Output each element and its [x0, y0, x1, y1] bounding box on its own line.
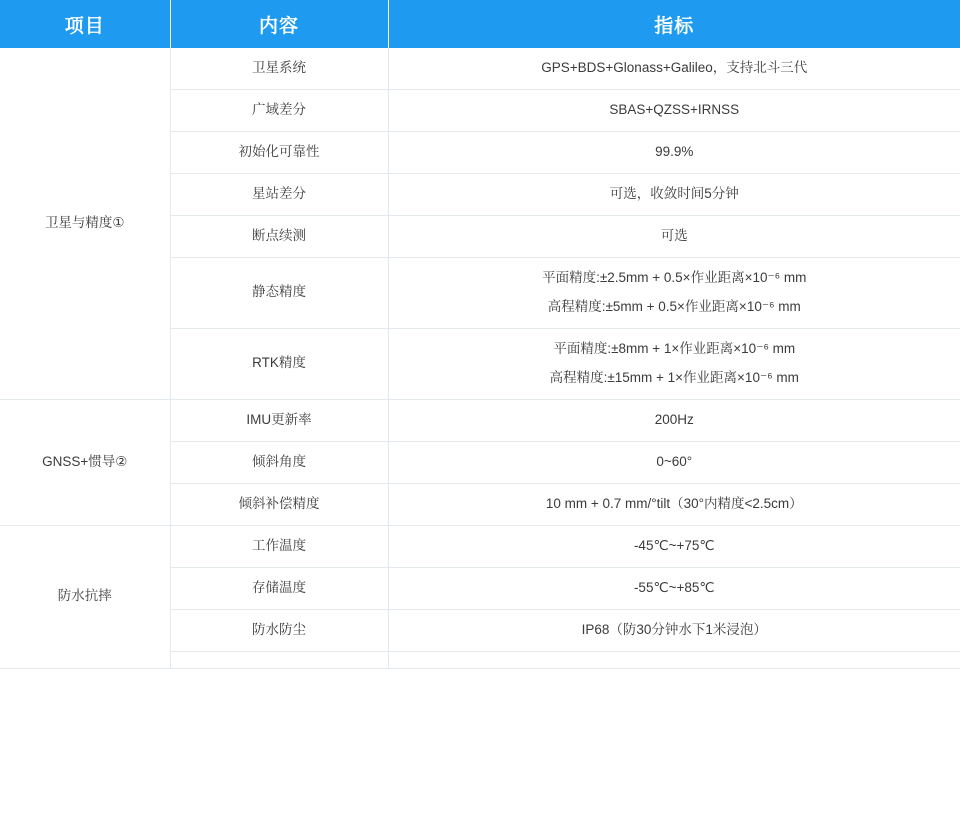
value-cell — [388, 328, 960, 399]
table-row — [0, 399, 960, 441]
value-line: 0~60° — [656, 453, 693, 469]
value-line: 高程精度:±15mm + 1×作业距离×10⁻⁶ mm — [549, 369, 799, 385]
item-cell: 卫星系统 — [170, 48, 388, 89]
value-cell — [388, 48, 960, 89]
value-line: 10 mm + 0.7 mm/°tilt（30°内精度<2.5cm） — [545, 495, 803, 511]
item-cell: IMU更新率 — [170, 399, 388, 441]
value-line: 99.9% — [655, 143, 694, 159]
column-header-value: 指标 — [388, 0, 960, 48]
table-body — [0, 48, 960, 668]
value-cell — [388, 525, 960, 567]
value-cell — [388, 483, 960, 525]
value-cell — [388, 257, 960, 328]
value-cell — [388, 131, 960, 173]
item-cell: 倾斜补偿精度 — [170, 483, 388, 525]
item-cell: 断点续测 — [170, 215, 388, 257]
value-line: 200Hz — [654, 411, 694, 427]
value-cell — [388, 651, 960, 668]
category-cell: GNSS+惯导② — [0, 399, 170, 525]
value-cell — [388, 609, 960, 651]
column-header-item: 内容 — [170, 0, 388, 48]
item-cell: 存储温度 — [170, 567, 388, 609]
value-cell — [388, 567, 960, 609]
category-cell: 卫星与精度① — [0, 48, 170, 399]
item-cell: 工作温度 — [170, 525, 388, 567]
item-cell: 倾斜角度 — [170, 441, 388, 483]
item-cell: 初始化可靠性 — [170, 131, 388, 173]
table-header-row — [0, 0, 960, 48]
item-cell: 防水防尘 — [170, 609, 388, 651]
item-cell: 静态精度 — [170, 257, 388, 328]
value-line: 可选 — [660, 227, 688, 243]
table-row — [0, 48, 960, 89]
value-line: IP68（防30分钟水下1米浸泡） — [581, 621, 767, 637]
value-line: 平面精度:±8mm + 1×作业距离×10⁻⁶ mm — [553, 340, 796, 356]
value-line: -55℃~+85℃ — [633, 579, 715, 595]
table-row — [0, 525, 960, 567]
column-header-category: 项目 — [0, 0, 170, 48]
table-header — [0, 0, 960, 48]
value-line: SBAS+QZSS+IRNSS — [609, 101, 740, 117]
item-cell: RTK精度 — [170, 328, 388, 399]
value-cell — [388, 441, 960, 483]
value-line: -45℃~+75℃ — [633, 537, 715, 553]
item-cell: 星站差分 — [170, 173, 388, 215]
value-cell — [388, 173, 960, 215]
item-cell: 广域差分 — [170, 89, 388, 131]
value-cell — [388, 89, 960, 131]
item-cell — [170, 651, 388, 668]
category-cell: 防水抗摔 — [0, 525, 170, 668]
value-line: 高程精度:±5mm + 0.5×作业距离×10⁻⁶ mm — [547, 298, 801, 314]
value-cell — [388, 215, 960, 257]
value-line: GPS+BDS+Glonass+Galileo，支持北斗三代 — [541, 60, 808, 75]
value-line: 平面精度:±2.5mm + 0.5×作业距离×10⁻⁶ mm — [542, 269, 807, 285]
value-line: 可选，收敛时间5分钟 — [609, 185, 739, 201]
value-cell — [388, 399, 960, 441]
